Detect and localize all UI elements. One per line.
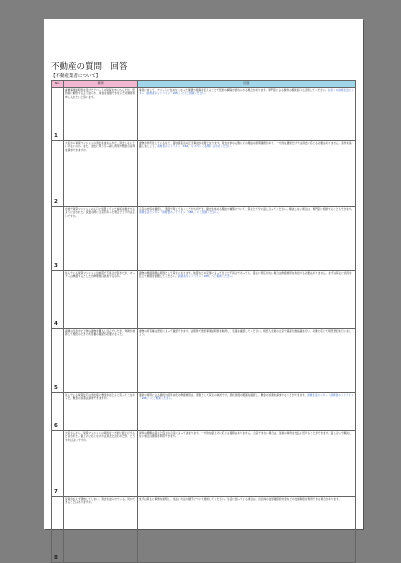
question-cell: 大家さんから、賃貸マンションの賃料を一方的に値上げすると言われた。値上げに応じなければ退去と言われたが、どうすればよいですか。 — [64, 431, 138, 497]
table-row — [52, 431, 356, 497]
answer-text: 建物が老朽化しているなど、借地借家法の正当事由が必要となります。退去を求める側にその理由の説明義務があり、一方的な通知だけでは退去に応じる必要はありません。条件を協議しましょう。 — [139, 141, 352, 149]
answer-cell — [138, 271, 356, 329]
section-subtitle: 【不動産業者について】 — [51, 74, 101, 79]
page-title: 不動産の質問 回答 — [51, 62, 128, 72]
row-number: 1 — [52, 88, 64, 141]
header-answer: 回答 — [138, 81, 356, 88]
question-cell: 重要事項説明書を受けたアパートの賃貸を申し込んだが、契約前に解約するよう迫られ、業者を信頼できないため調停を申し入れたいと思います。 — [64, 88, 138, 141]
answer-text: まずは貸主に事情を説明し、支払い方法や猶予について相談してください。生活に困っている場合は、自治体の住居確保給付金などの支援制度を利用できる場合があります。 — [139, 497, 342, 501]
answer-hotline-note: 消費生活センター（消費者ホットライン「188」）にご相談ください。 — [139, 211, 221, 215]
answer-cell — [138, 141, 356, 207]
question-cell: 家賃が払えず滞納してしまい、退去を迫られている。何かできることはありますか。 — [64, 497, 138, 563]
answer-text: 業者に対して、アパートに住めなくなった事情や経緯を伝えることで契約の解除が認められる場合があります。専門家による無料の相談窓口も活用してください。 — [139, 88, 328, 92]
table-row — [52, 88, 356, 141]
answer-cell — [138, 431, 356, 497]
answer-cell — [138, 88, 356, 141]
row-number: 5 — [52, 329, 64, 393]
answer-hotline-note: お近くの消費生活センター（消費者ホットライン「188」）にもご相談ください。 — [139, 88, 354, 96]
row-number: 4 — [52, 271, 64, 329]
table-row — [52, 497, 356, 563]
table-row — [52, 271, 356, 329]
row-number: 3 — [52, 207, 64, 271]
qa-table — [51, 80, 356, 563]
answer-text: 賃料の増額は貸主と借主の合意によって決まります。一方的な値上げに応じる義務はありません。合意できない場合は、従前の賃料を支払い続けることができます。話し合いで解決しない場合は調停を利用できます。 — [139, 431, 352, 439]
answer-text: 建物の所有権は登記によって確認できます。法務局で登記事項証明書を取得し、名義を確認してください。相続人全員の合意で遺産分割協議を行い、必要に応じて相続登記を行いましょう。 — [139, 329, 352, 337]
table-header-row — [52, 81, 356, 88]
header-question: 質問 — [64, 81, 138, 88]
row-number: 2 — [52, 141, 64, 207]
header-no: No. — [52, 81, 64, 88]
row-number: 7 — [52, 431, 64, 497]
answer-cell — [138, 393, 356, 431]
answer-text: 通常の使用による損耗や経年劣化の修繕費用は、原則として貸主の負担です。原状回復の範囲を確認し、敷金の返還を請求することができます。 — [139, 393, 308, 397]
row-number: 6 — [52, 393, 64, 431]
question-cell: 自費で賃貸マンションの入口に設置していた看板を撤去するように言われた。設置の際に合意があった場合どうすればよいですか。 — [64, 207, 138, 271]
row-number: 8 — [52, 497, 64, 563]
answer-cell — [138, 497, 356, 563]
answer-text: 合意の内容を確認し、書面で残しておくことが大切です。撤去を求める理由や補償について、貸主と十分に話し合ってください。解決しない場合は、専門家に相談することもできます。 — [139, 207, 354, 211]
table-row — [52, 141, 356, 207]
question-cell: 住んでいる賃貸マンションが地震で不具合が起きたが、オーナーは修繕するとしたが修理費は負担するのか。 — [64, 271, 138, 329]
answer-cell — [138, 207, 356, 271]
question-cell: 住んでいる賃貸住宅の退去後に敷金がほとんど戻ってこなかった。敷金の返還は請求できますか。 — [64, 393, 138, 431]
answer-hotline-note: 消費者ホットライン「188」（いやや）へお問い合わせください。 — [157, 145, 234, 149]
table-row — [52, 393, 356, 431]
table-row — [52, 329, 356, 393]
question-cell: 両親の生存中に上物の建物を購入し住んでいたが、母親が他界して相続のときに所有権の確認が必要になった。 — [64, 329, 138, 393]
table-row — [52, 207, 356, 271]
answer-hotline-note: 消費者ホットライン「188」へご相談ください。 — [177, 275, 235, 279]
question-cell: 大家から賃貸マンションの退去を求められた。退去しないといけないのか。また、退去に伴う引っ越し費用や敷金の返却を請求できますか。 — [64, 141, 138, 207]
document-page — [44, 19, 363, 561]
answer-hotline-note: 消費生活センター（消費者ホットライン「188」）にご相談ください。 — [139, 393, 354, 401]
answer-text: 建物の修繕義務は原則として貸主にあります。地震などの災害によって生じた不具合であっても、借主に責任がない場合は修繕費用を負担する必要はありません。まずは貸主に状況を伝えて修繕を依頼してください。 — [139, 271, 352, 279]
answer-cell — [138, 329, 356, 393]
